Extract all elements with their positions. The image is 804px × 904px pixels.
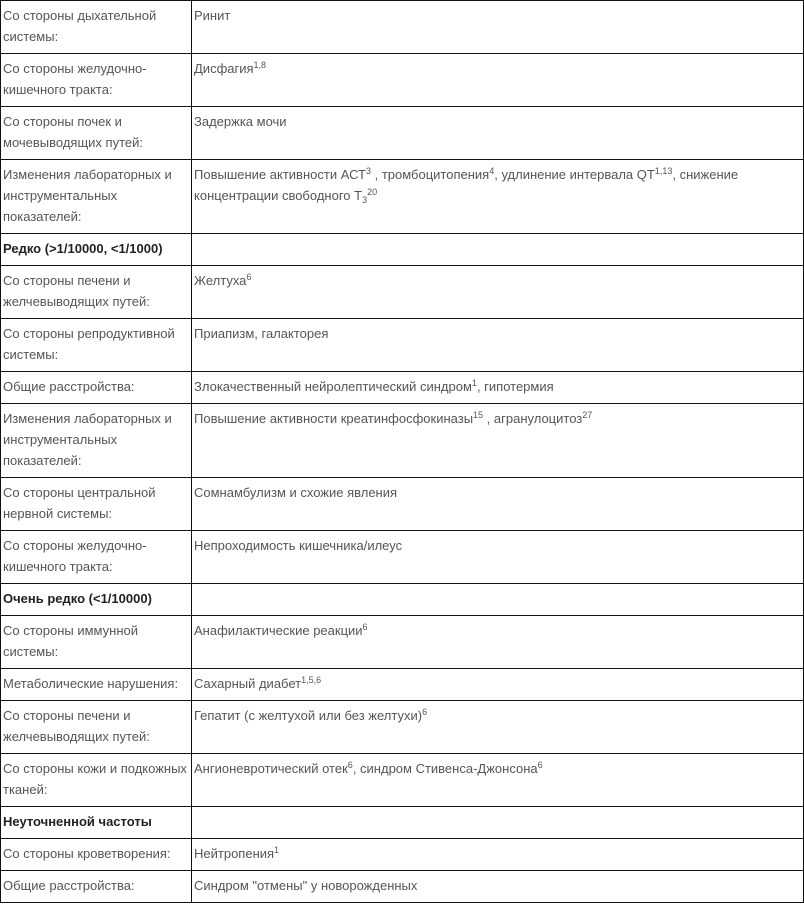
- organ-system-cell: Общие расстройства:: [1, 372, 192, 404]
- table-row: [1, 107, 804, 160]
- adverse-effects-cell: [192, 584, 804, 616]
- adverse-effect: [194, 538, 402, 553]
- adverse-effect: [194, 761, 353, 776]
- adverse-effect-text: Анафилактические реакции: [194, 623, 363, 638]
- table-row: [1, 531, 804, 584]
- footnote-ref: 6: [347, 760, 353, 770]
- adverse-effects-cell: [192, 754, 804, 807]
- table-row: [1, 319, 804, 372]
- adverse-effect: [194, 114, 287, 129]
- adverse-effect: [483, 411, 592, 426]
- adverse-effect-text: Сахарный диабет: [194, 676, 302, 691]
- footnote-ref: 1,5,6: [301, 675, 322, 685]
- table-row: [1, 266, 804, 319]
- adverse-effects-cell: [192, 54, 804, 107]
- frequency-label: Неуточненной частоты: [1, 807, 192, 839]
- adverse-effect-text: Дисфагия: [194, 61, 254, 76]
- organ-system-cell: Со стороны репродуктивной системы:: [1, 319, 192, 372]
- adverse-effect: [194, 273, 251, 288]
- adverse-effects-cell: [192, 319, 804, 372]
- adverse-effect-text: , снижение концентрации свободного Т: [194, 167, 739, 203]
- adverse-effect-text: , гипотермия: [476, 379, 554, 394]
- adverse-effect: [194, 61, 266, 76]
- adverse-effect: [194, 326, 328, 341]
- footnote-ref: 27: [582, 410, 593, 420]
- adverse-effect: [194, 708, 427, 723]
- adverse-effects-cell: [192, 839, 804, 871]
- frequency-header-row: [1, 584, 804, 616]
- footnote-ref: 6: [537, 760, 543, 770]
- adverse-effect-text: Повышение активности креатинфосфокиназы: [194, 411, 474, 426]
- adverse-effect: [194, 623, 368, 638]
- adverse-effect-text: Ангионевротический отек: [194, 761, 348, 776]
- organ-system-cell: Со стороны дыхательной системы:: [1, 1, 192, 54]
- organ-system-cell: Изменения лабораторных и инструментальных показателей:: [1, 404, 192, 478]
- table-row: [1, 372, 804, 404]
- adverse-effects-cell: [192, 234, 804, 266]
- footnote-ref: 1,8: [253, 60, 267, 70]
- organ-system-cell: Со стороны кроветворения:: [1, 839, 192, 871]
- organ-system-cell: Со стороны печени и желчевыводящих путей:: [1, 266, 192, 319]
- organ-system-cell: Со стороны кожи и подкожных тканей:: [1, 754, 192, 807]
- footnote-ref: 6: [362, 622, 368, 632]
- footnote-ref: 1,13: [654, 166, 673, 176]
- organ-system-cell: Со стороны центральной нервной системы:: [1, 478, 192, 531]
- adverse-effect: [194, 8, 230, 23]
- footnote-ref: 1: [471, 378, 477, 388]
- adverse-effect-text: Желтуха: [194, 273, 247, 288]
- adverse-effect: [194, 485, 397, 500]
- adverse-effect: [194, 878, 417, 893]
- adverse-effect: [194, 379, 477, 394]
- footnote-ref: 4: [489, 166, 495, 176]
- adverse-effect-text: Гепатит (с желтухой или без желтухи): [194, 708, 423, 723]
- subscript: 3: [362, 195, 368, 205]
- organ-system-cell: Общие расстройства:: [1, 871, 192, 903]
- adverse-effect-text: Повышение активности АСТ: [194, 167, 366, 182]
- adverse-effects-cell: [192, 266, 804, 319]
- footnote-ref: 15: [473, 410, 484, 420]
- adverse-effect-text: , синдром Стивенса-Джонсона: [352, 761, 538, 776]
- adverse-effect-text: Синдром "отмены" у новорожденных: [194, 878, 418, 893]
- table-row: [1, 616, 804, 669]
- adverse-effects-cell: [192, 372, 804, 404]
- adverse-effect: [194, 676, 321, 691]
- table-row: [1, 54, 804, 107]
- adverse-effect-text: Приапизм, галакторея: [194, 326, 329, 341]
- footnote-ref: 1: [274, 845, 280, 855]
- adverse-effect: [353, 761, 543, 776]
- adverse-reactions-table-body: [1, 1, 804, 903]
- adverse-effects-cell: [192, 531, 804, 584]
- adverse-effects-cell: [192, 807, 804, 839]
- adverse-effect-text: , удлинение интервала QT: [494, 167, 655, 182]
- adverse-effect: [371, 167, 494, 182]
- frequency-label: Очень редко (<1/10000): [1, 584, 192, 616]
- adverse-effect-text: Злокачественный нейролептический синдром: [194, 379, 472, 394]
- organ-system-cell: Со стороны печени и желчевыводящих путей:: [1, 701, 192, 754]
- table-row: [1, 669, 804, 701]
- footnote-ref: 20: [367, 187, 378, 197]
- adverse-effect-text: Нейтропения: [194, 846, 275, 861]
- organ-system-cell: Изменения лабораторных и инструментальных показателей:: [1, 160, 192, 234]
- organ-system-cell: Метаболические нарушения:: [1, 669, 192, 701]
- table-row: [1, 160, 804, 234]
- table-row: [1, 1, 804, 54]
- adverse-effects-cell: [192, 107, 804, 160]
- adverse-effect-text: Ринит: [194, 8, 231, 23]
- frequency-label: Редко (>1/10000, <1/1000): [1, 234, 192, 266]
- footnote-ref: 6: [422, 707, 428, 717]
- adverse-effect-text: , агранулоцитоз: [483, 411, 583, 426]
- table-row: [1, 701, 804, 754]
- organ-system-cell: Со стороны иммунной системы:: [1, 616, 192, 669]
- adverse-effect: [194, 846, 279, 861]
- frequency-header-row: [1, 234, 804, 266]
- adverse-effects-cell: [192, 669, 804, 701]
- table-row: [1, 404, 804, 478]
- adverse-effect-text: Задержка мочи: [194, 114, 287, 129]
- adverse-effect-text: Сомнамбулизм и схожие явления: [194, 485, 398, 500]
- adverse-effects-cell: [192, 701, 804, 754]
- adverse-effects-cell: [192, 160, 804, 234]
- adverse-effect: [194, 167, 371, 182]
- adverse-effects-cell: [192, 1, 804, 54]
- footnote-ref: 6: [246, 272, 252, 282]
- footnote-ref: 3: [365, 166, 371, 176]
- adverse-effects-cell: [192, 404, 804, 478]
- table-row: [1, 871, 804, 903]
- adverse-effect: [194, 411, 483, 426]
- adverse-effect: [477, 379, 554, 394]
- organ-system-cell: Со стороны желудочно-кишечного тракта:: [1, 54, 192, 107]
- organ-system-cell: Со стороны почек и мочевыводящих путей:: [1, 107, 192, 160]
- adverse-effects-cell: [192, 478, 804, 531]
- adverse-effects-cell: [192, 871, 804, 903]
- adverse-effects-cell: [192, 616, 804, 669]
- adverse-effect-text: Непроходимость кишечника/илеус: [194, 538, 403, 553]
- frequency-header-row: [1, 807, 804, 839]
- table-row: [1, 478, 804, 531]
- organ-system-cell: Со стороны желудочно-кишечного тракта:: [1, 531, 192, 584]
- adverse-effect: [494, 167, 672, 182]
- table-row: [1, 754, 804, 807]
- adverse-effect-text: , тромбоцитопения: [371, 167, 490, 182]
- table-row: [1, 839, 804, 871]
